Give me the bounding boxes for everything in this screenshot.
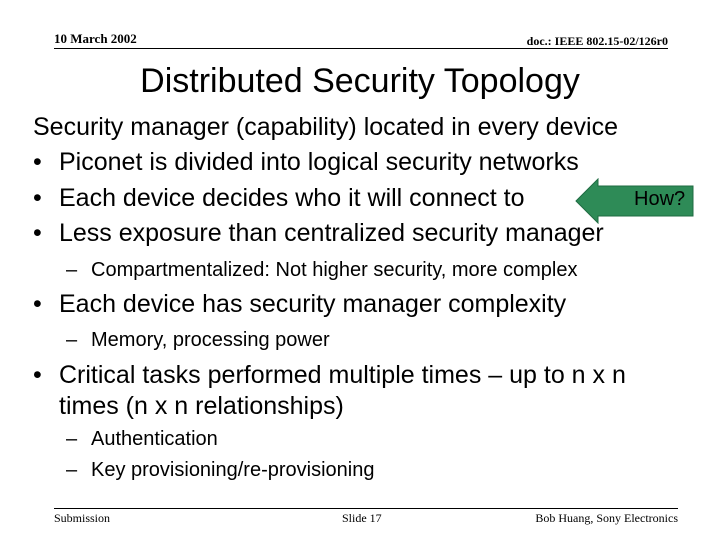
bullet-marker: • — [33, 361, 42, 389]
footer-slide-number: Slide 17 — [342, 511, 382, 525]
dash-marker: – — [66, 459, 78, 481]
bullet-marker: • — [33, 184, 42, 212]
header-doc-id: doc.: IEEE 802.15-02/126r0 — [526, 34, 668, 48]
bullet-critical-tasks-line-2: times (n x n relationships) — [59, 392, 344, 420]
bullet-less-exposure: Less exposure than centralized security manager — [59, 219, 604, 247]
bullet-marker: • — [33, 290, 42, 318]
bullet-marker: • — [33, 148, 42, 176]
dash-marker: – — [66, 428, 78, 450]
slide-title: Distributed Security Topology — [140, 62, 580, 100]
footer-divider — [54, 508, 678, 509]
footer-submission: Submission — [54, 511, 111, 525]
footer-author: Bob Huang, Sony Electronics — [535, 511, 678, 525]
dash-marker: – — [66, 329, 78, 351]
bullet-critical-tasks-line-1: Critical tasks performed multiple times – up to n x n — [59, 361, 626, 389]
sub-memory: Memory, processing power — [91, 329, 330, 351]
dash-marker: – — [66, 259, 78, 281]
intro-line: Security manager (capability) located in every device — [33, 113, 618, 141]
header-date: 10 March 2002 — [54, 31, 137, 46]
callout-label: How? — [634, 188, 686, 210]
header-divider — [54, 48, 668, 49]
sub-compartmentalized: Compartmentalized: Not higher security, more complex — [91, 259, 578, 281]
bullet-piconet: Piconet is divided into logical security networks — [59, 148, 579, 176]
bullet-complexity: Each device has security manager complexity — [59, 290, 567, 318]
bullet-marker: • — [33, 219, 42, 247]
sub-key-provisioning: Key provisioning/re-provisioning — [91, 459, 375, 481]
sub-authentication: Authentication — [91, 428, 218, 450]
bullet-device-decides: Each device decides who it will connect to — [59, 184, 525, 212]
